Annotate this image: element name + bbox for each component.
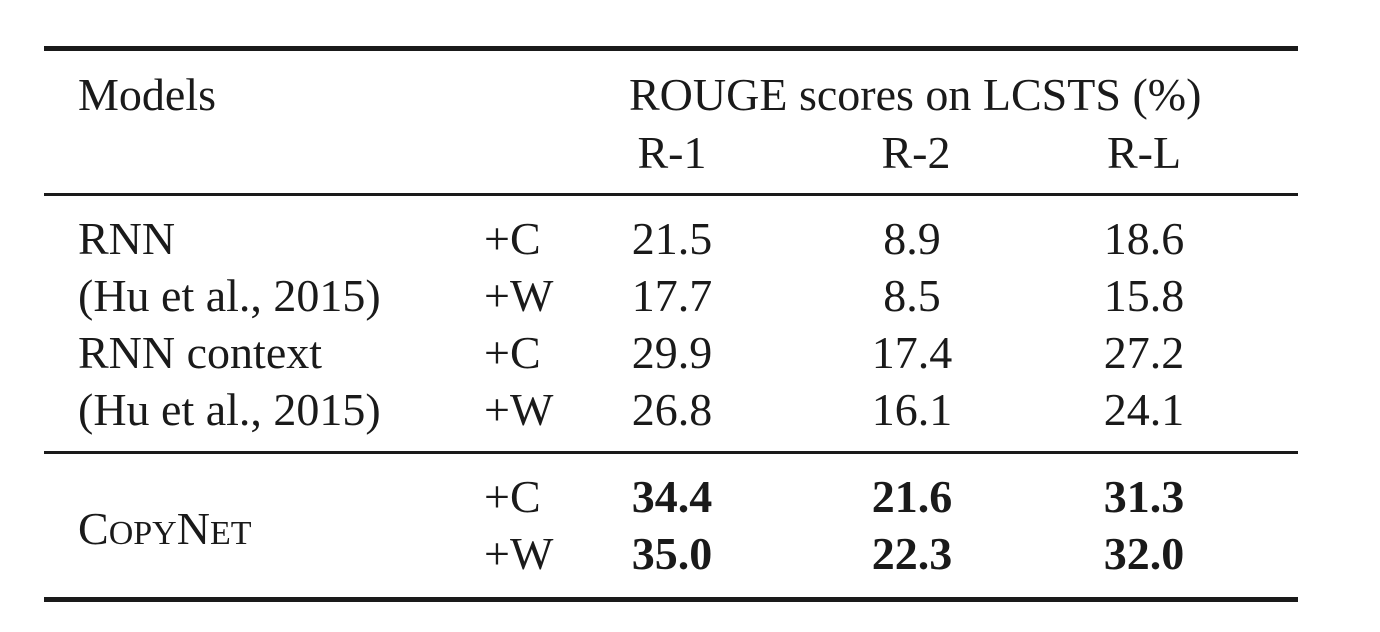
col-header-rl: R-L: [1106, 127, 1182, 178]
row-model: (Hu et al., 2015): [78, 384, 381, 435]
row-r2: 8.9: [883, 213, 941, 264]
row-rl: 15.8: [1103, 270, 1185, 321]
copynet-r1: 35.0: [631, 528, 713, 579]
header-rule: [44, 193, 1298, 196]
row-r1: 26.8: [631, 384, 713, 435]
row-model: (Hu et al., 2015): [78, 270, 381, 321]
row-rl: 18.6: [1103, 213, 1185, 264]
row-r1: 29.9: [631, 327, 713, 378]
copynet-rl: 32.0: [1103, 528, 1185, 579]
col-header-r2: R-2: [881, 127, 951, 178]
col-header-r1: R-1: [637, 127, 707, 178]
row-variant: +W: [484, 384, 554, 435]
copynet-r1: 34.4: [631, 471, 713, 522]
copynet-rl: 31.3: [1103, 471, 1185, 522]
copynet-variant: +W: [484, 528, 554, 579]
copynet-variant: +C: [484, 471, 541, 522]
row-rl: 27.2: [1103, 327, 1185, 378]
row-r2: 16.1: [871, 384, 953, 435]
top-rule: [44, 46, 1298, 51]
rouge-header: ROUGE scores on LCSTS (%): [629, 69, 1202, 120]
row-variant: +W: [484, 270, 554, 321]
row-r2: 17.4: [871, 327, 953, 378]
row-r1: 17.7: [631, 270, 713, 321]
bottom-rule: [44, 597, 1298, 602]
results-table: [44, 0, 1298, 632]
row-model: RNN context: [78, 327, 323, 378]
row-r2: 8.5: [883, 270, 941, 321]
section-rule: [44, 451, 1298, 454]
copynet-r2: 21.6: [871, 471, 953, 522]
row-variant: +C: [484, 213, 541, 264]
row-model: RNN: [78, 213, 176, 264]
copynet-r2: 22.3: [871, 528, 953, 579]
copynet-label: COPYNET: [78, 503, 252, 554]
models-header: Models: [78, 69, 216, 120]
row-r1: 21.5: [631, 213, 713, 264]
row-variant: +C: [484, 327, 541, 378]
row-rl: 24.1: [1103, 384, 1185, 435]
